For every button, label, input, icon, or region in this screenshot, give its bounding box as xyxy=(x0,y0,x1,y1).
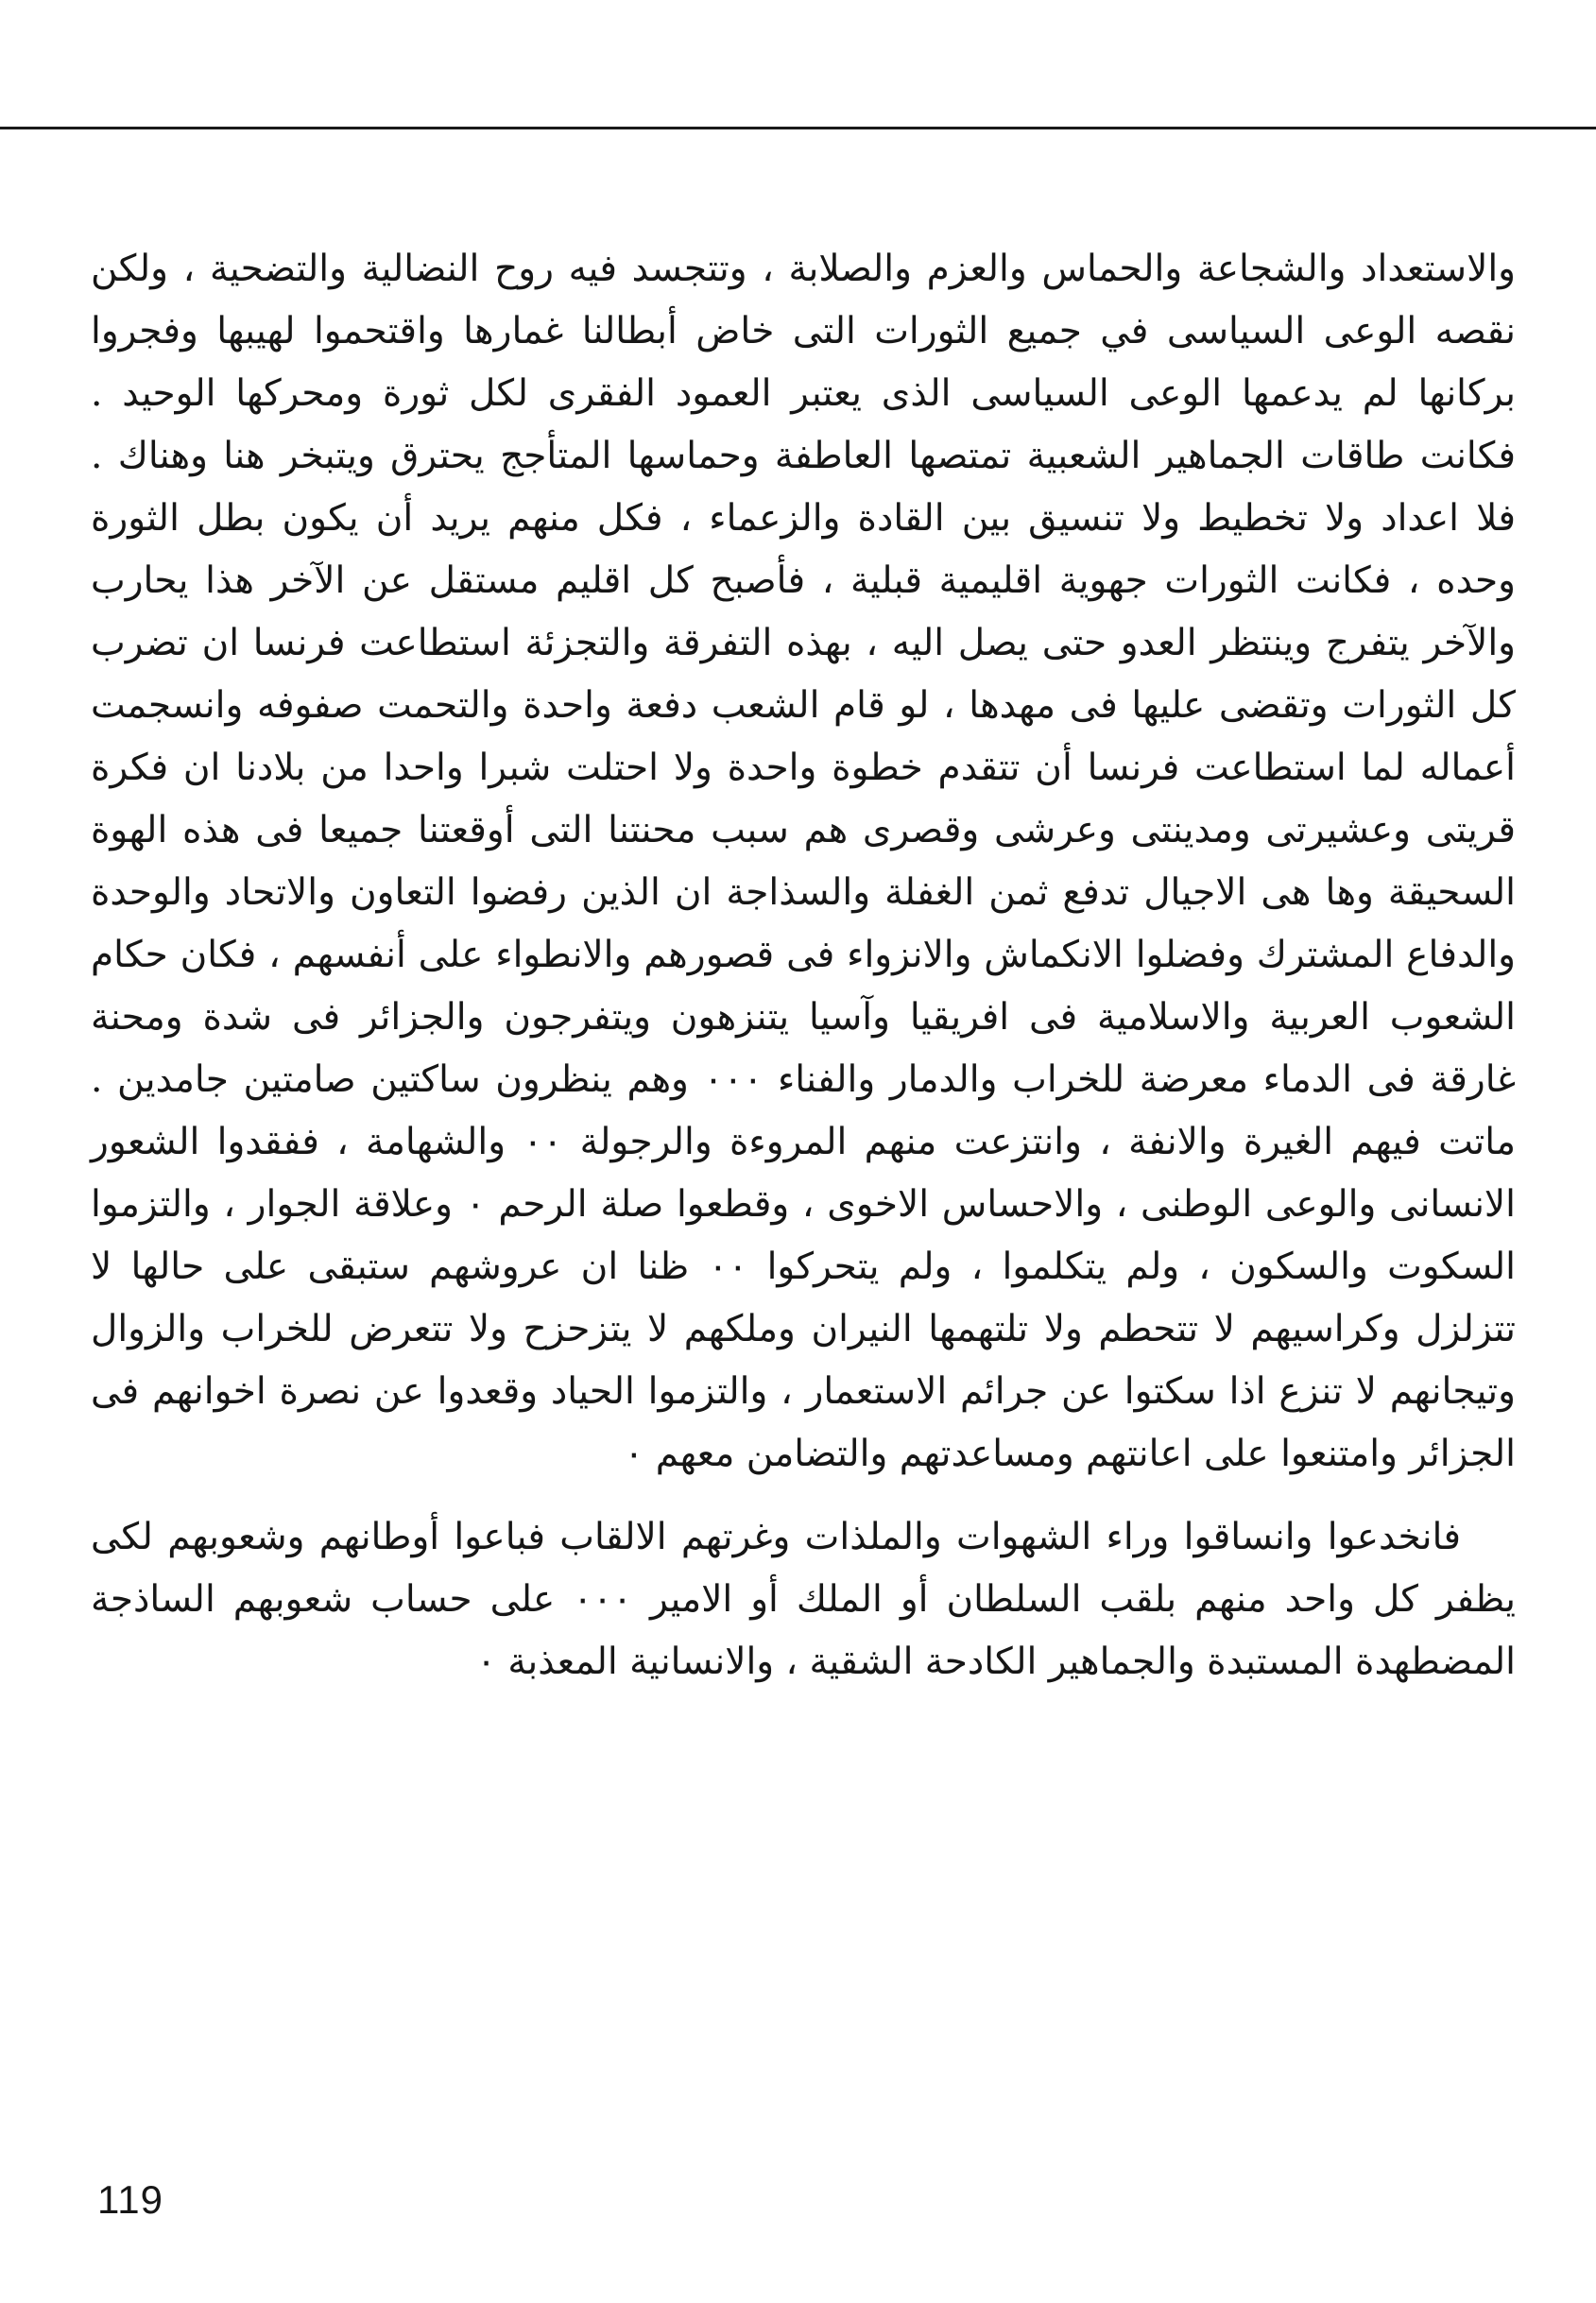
page-number: 119 xyxy=(97,2177,163,2222)
header-rule xyxy=(0,127,1596,129)
paragraph-2: فانخدعوا وانساقوا وراء الشهوات والملذات وغرتهم الالقاب فباعوا أوطانهم وشعوبهم لكى يظفر كل واحد منهم بلقب السلطان أو الملك أو الامير ٠٠٠ على حساب شعوبهم الساذجة المضطهدة المستبدة والجماهير الكادحة الشقية ، والانسانية المعذبة ٠ xyxy=(91,1516,1517,1683)
paragraph-1: والاستعداد والشجاعة والحماس والعزم والصلابة ، وتتجسد فيه روح النضالية والتضحية ، ولكن نقصه الوعى السياسى في جميع الثورات التى خاض أبطالنا غمارها واقتحموا لهيبها وفجروا بركانها لم يدعمها الوعى السياسى الذى يعتبر العمود الفقرى لكل ثورة ومحركها الوحيد . فكانت طاقات الجماهير الشعبية تمتصها العاطفة وحماسها المتأجج يحترق ويتبخر هنا وهناك . فلا اعداد ولا تخطيط ولا تنسيق بين القادة والزعماء ، فكل منهم يريد أن يكون بطل الثورة وحده ، فكانت الثورات جهوية اقليمية قبلية ، فأصبح كل اقليم مستقل عن الآخر هذا يحارب والآخر يتفرج وينتظر العدو حتى يصل اليه ، بهذه التفرقة والتجزئة استطاعت فرنسا ان تضرب كل الثورات وتقضى عليها فى مهدها ، لو قام الشعب دفعة واحدة والتحمت صفوفه وانسجمت أعماله لما استطاعت فرنسا أن تتقدم خطوة واحدة ولا احتلت شبرا واحدا من بلادنا ان فكرة قريتى وعشيرتى ومدينتى وعرشى وقصرى هم سبب محنتنا التى أوقعتنا جميعا فى هذه الهوة السحيقة وها هى الاجيال تدفع ثمن الغفلة والسذاجة ان الذين رفضوا التعاون والاتحاد والوحدة والدفاع المشترك وفضلوا الانكماش والانزواء فى قصورهم والانطواء على أنفسهم ، فكان حكام الشعوب العربية والاسلامية فى افريقيا وآسيا يتنزهون ويتفرجون والجزائر فى شدة ومحنة غارقة فى الدماء معرضة للخراب والدمار والفناء ٠٠٠ وهم ينظرون ساكتين صامتين جامدين . ماتت فيهم الغيرة والانفة ، وانتزعت منهم المروءة والرجولة ٠٠ والشهامة ، ففقدوا الشعور الانسانى والوعى الوطنى ، والاحساس الاخوى ، وقطعوا صلة الرحم ٠ وعلاقة الجوار ، والتزموا السكوت والسكون ، ولم يتكلموا ، ولم يتحركوا ٠٠ ظنا ان عروشهم ستبقى على حالها لا تتزلزل وكراسيهم لا تتحطم ولا تلتهمها النيران وملكهم لا يتزحزح ولا تتعرض للخراب والزوال وتيجانهم لا تنزع اذا سكتوا عن جرائم الاستعمار ، والتزموا الحياد وقعدوا عن نصرة اخوانهم فى الجزائر وامتنعوا على اعانتهم ومساعدتهم والتضامن معهم ٠ xyxy=(91,248,1517,1475)
body-text xyxy=(91,238,1516,1693)
